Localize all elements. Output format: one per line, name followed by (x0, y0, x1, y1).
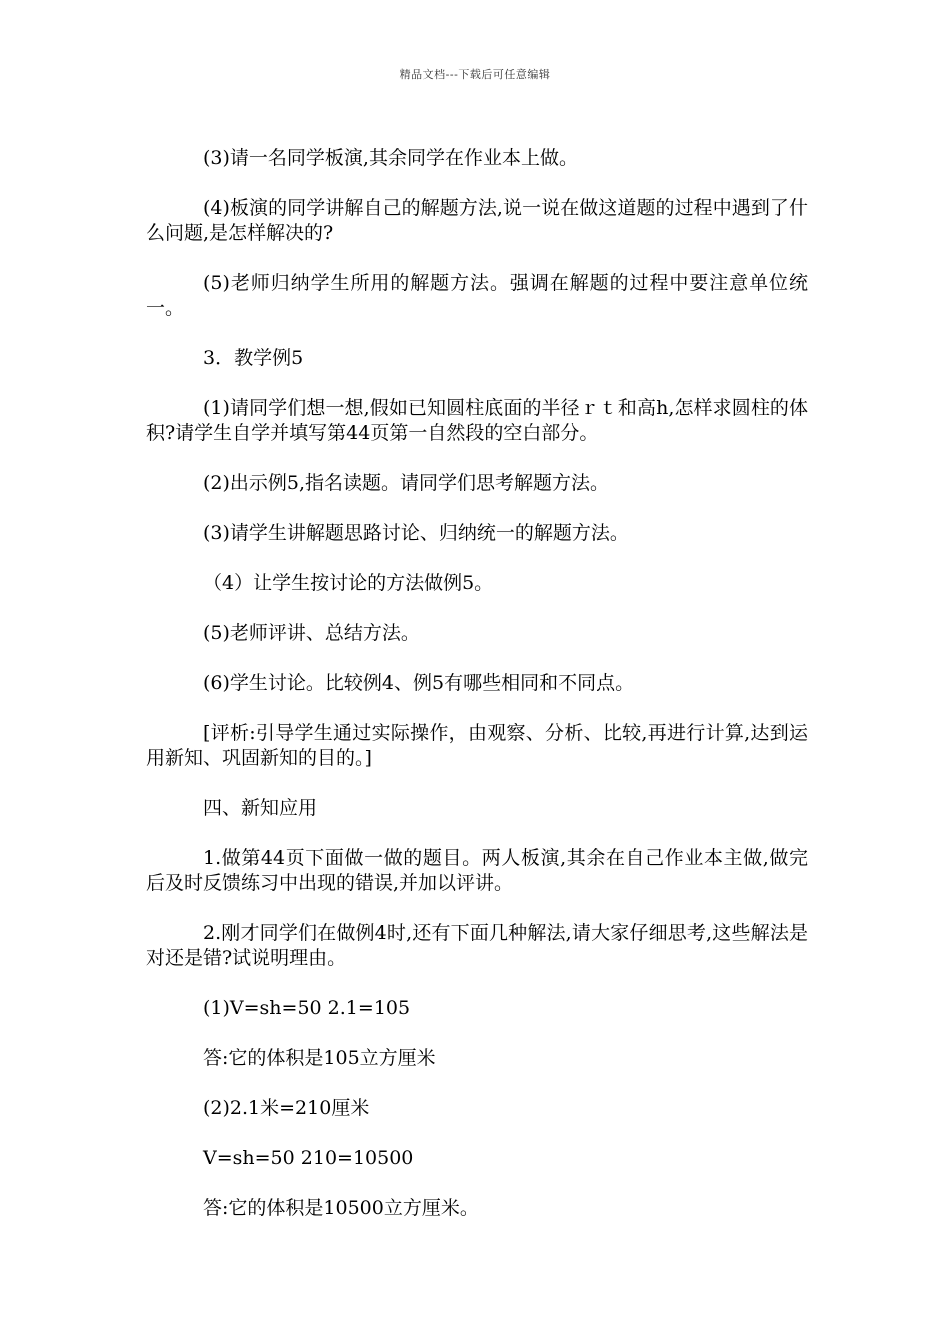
paragraph-step-3: (3)请一名同学板演,其余同学在作业本上做。 (203, 147, 578, 169)
paragraph-example5-step-6: (6)学生讨论。比较例4、例5有哪些相同和不同点。 (203, 672, 635, 694)
paragraph-answer-1: 答:它的体积是105立方厘米 (203, 1047, 436, 1069)
paragraph-example5-step-4: （4）让学生按讨论的方法做例5。 (203, 572, 494, 594)
paragraph-solution-2: (2)2.1米=210厘米 (203, 1097, 370, 1119)
paragraph-commentary: [评析:引导学生通过实际操作，由观察、分析、比较,再进行计算,达到运用新知、巩固新知的目的。] (146, 722, 808, 769)
paragraph-application-2: 2.刚才同学们在做例4时,还有下面几种解法,请大家仔细思考,这些解法是对还是错?试说明理由。 (146, 922, 808, 969)
paragraph-application-1: 1.做第44页下面做一做的题目。两人板演,其余在自己作业本主做,做完后及时反馈练习中出现的错误,并加以评讲。 (146, 847, 808, 894)
page-header: 精品文档---下载后可任意编辑 (399, 68, 551, 81)
document-body (146, 146, 808, 1246)
paragraph-answer-2: 答:它的体积是10500立方厘米。 (203, 1197, 479, 1219)
section-heading-application: 四、新知应用 (203, 797, 318, 819)
section-heading-example-5: 3．教学例5 (203, 347, 304, 369)
paragraph-example5-step-1: (1)请同学们想一想,假如已知圆柱底面的半径ｒｔ和高h,怎样求圆柱的体积?请学生自学并填写第44页第一自然段的空白部分。 (146, 397, 808, 444)
paragraph-example5-step-5: (5)老师评讲、总结方法。 (203, 622, 420, 644)
paragraph-step-5: (5)老师归纳学生所用的解题方法。强调在解题的过程中要注意单位统一。 (146, 272, 808, 319)
paragraph-example5-step-3: (3)请学生讲解题思路讨论、归纳统一的解题方法。 (203, 522, 629, 544)
paragraph-formula-2: V=sh=50 210=10500 (203, 1147, 414, 1169)
paragraph-example5-step-2: (2)出示例5,指名读题。请同学们思考解题方法。 (203, 472, 610, 494)
paragraph-step-4: (4)板演的同学讲解自己的解题方法,说一说在做这道题的过程中遇到了什么问题,是怎样解决的? (146, 197, 808, 244)
paragraph-solution-1: (1)V=sh=50 2.1=105 (203, 997, 411, 1019)
